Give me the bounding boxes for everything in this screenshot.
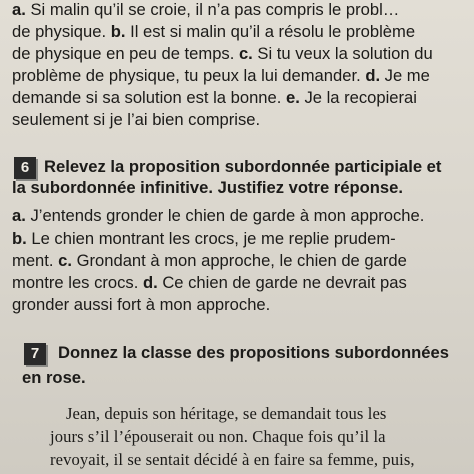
ex7-text-line-3: revoyait, il se sentait décidé à en faire sa femme, puis, [50, 450, 415, 469]
exercise-6-heading-line-2: la subordonnée infinitive. Justifiez votre réponse. [12, 178, 403, 197]
ex6-line-a: a. J’entends gronder le chien de garde à mon approche. [12, 206, 425, 225]
ex6-line-c: ment. c. Grondant à mon approche, le chien de garde [12, 251, 407, 270]
ex5-line-4: problème de physique, tu peux la lui demander. d. Je me [12, 66, 430, 85]
ex6-line-d: montre les crocs. d. Ce chien de garde ne devrait pas [12, 273, 407, 292]
ex5-line-2: de physique. b. Il est si malin qu’il a résolu le problème [12, 22, 416, 41]
ex5-line-1: a. Si malin qu’il se croie, il n’a pas compris le probl… [12, 0, 400, 19]
ex5-line-6: seulement si je l’ai bien comprise. [12, 110, 261, 129]
ex6-line-e: gronder aussi fort à mon approche. [12, 295, 271, 314]
exercise-7-heading-line-1: Donnez la classe des propositions subordonnées [58, 343, 449, 362]
exercise-7-number-badge: 7 [24, 343, 46, 365]
exercise-6-number-badge: 6 [14, 157, 36, 179]
ex7-text-line-1: Jean, depuis son héritage, se demandait tous les [66, 404, 387, 423]
exercise-6-heading-line-1: Relevez la proposition subordonnée participiale et [44, 157, 442, 176]
exercise-7-heading-line-2: en rose. [22, 368, 86, 387]
ex6-line-b: b. Le chien montrant les crocs, je me replie prudem- [12, 229, 396, 248]
ex7-text-line-2: jours s’il l’épouserait ou non. Chaque fois qu’il la [50, 427, 386, 446]
ex5-line-5: demande si sa solution est la bonne. e. Je la recopierai [12, 88, 417, 107]
ex5-line-3: de physique en peu de temps. c. Si tu veux la solution du [12, 44, 433, 63]
